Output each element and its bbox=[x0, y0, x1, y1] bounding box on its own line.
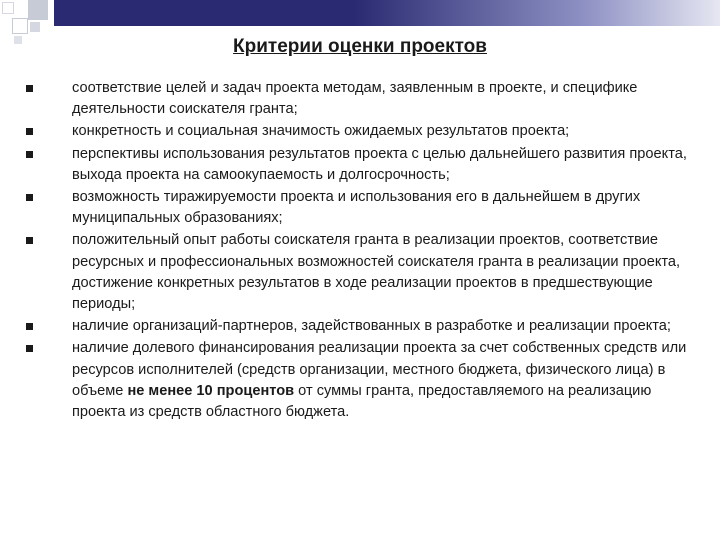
item-text: конкретность и социальная значимость ожидаемых результатов проекта; bbox=[72, 123, 570, 140]
list-item bbox=[26, 78, 696, 120]
item-text: перспективы использования результатов проекта с целью дальнейшего развития проекта, выхода проекта на самоокупаемость и долгосрочность; bbox=[72, 145, 687, 183]
decor-square bbox=[30, 22, 40, 32]
item-text-bold: не менее 10 процентов bbox=[127, 382, 295, 399]
item-text: наличие организаций-партнеров, задействованных в разработке и реализации проекта; bbox=[72, 318, 671, 335]
decor-square bbox=[2, 2, 14, 14]
header-bar bbox=[54, 0, 720, 26]
item-text-before: наличие долевого финансирования реализации проекта за счет собственных средств или ресурсов исполнителей (средств организации, местного бюджета, физического лица) в объеме bbox=[72, 340, 687, 399]
criteria-list bbox=[26, 78, 696, 424]
item-text: положительный опыт работы соискателя гранта в реализации проектов, соответствие ресурсных и профессиональных возможностей соискателя гранта в реализации проекта, достижение конкретных результатов в ходе реализации проектов в предшествующие периоды; bbox=[72, 232, 681, 313]
list-item bbox=[26, 144, 696, 186]
square-bullet-icon bbox=[26, 323, 33, 330]
item-text: возможность тиражируемости проекта и использования его в дальнейшем в других муниципальных образованиях; bbox=[72, 189, 641, 227]
item-text-after: от суммы гранта, предоставляемого на реализацию проекта из средств областного бюджета. bbox=[72, 382, 652, 421]
item-text: соответствие целей и задач проекта методам, заявленным в проекте, и специфике деятельности соискателя гранта; bbox=[72, 80, 638, 118]
list-item bbox=[26, 230, 696, 315]
list-item bbox=[26, 338, 696, 423]
decor-square bbox=[28, 0, 48, 20]
square-bullet-icon bbox=[26, 128, 33, 135]
decor-square bbox=[12, 18, 28, 34]
square-bullet-icon bbox=[26, 85, 33, 92]
slide-title: Критерии оценки проектов bbox=[233, 36, 487, 57]
square-bullet-icon bbox=[26, 151, 33, 158]
square-bullet-icon bbox=[26, 194, 33, 201]
list-item bbox=[26, 187, 696, 229]
list-item bbox=[26, 121, 696, 142]
list-item bbox=[26, 316, 696, 337]
square-bullet-icon bbox=[26, 237, 33, 244]
square-bullet-icon bbox=[26, 345, 33, 352]
